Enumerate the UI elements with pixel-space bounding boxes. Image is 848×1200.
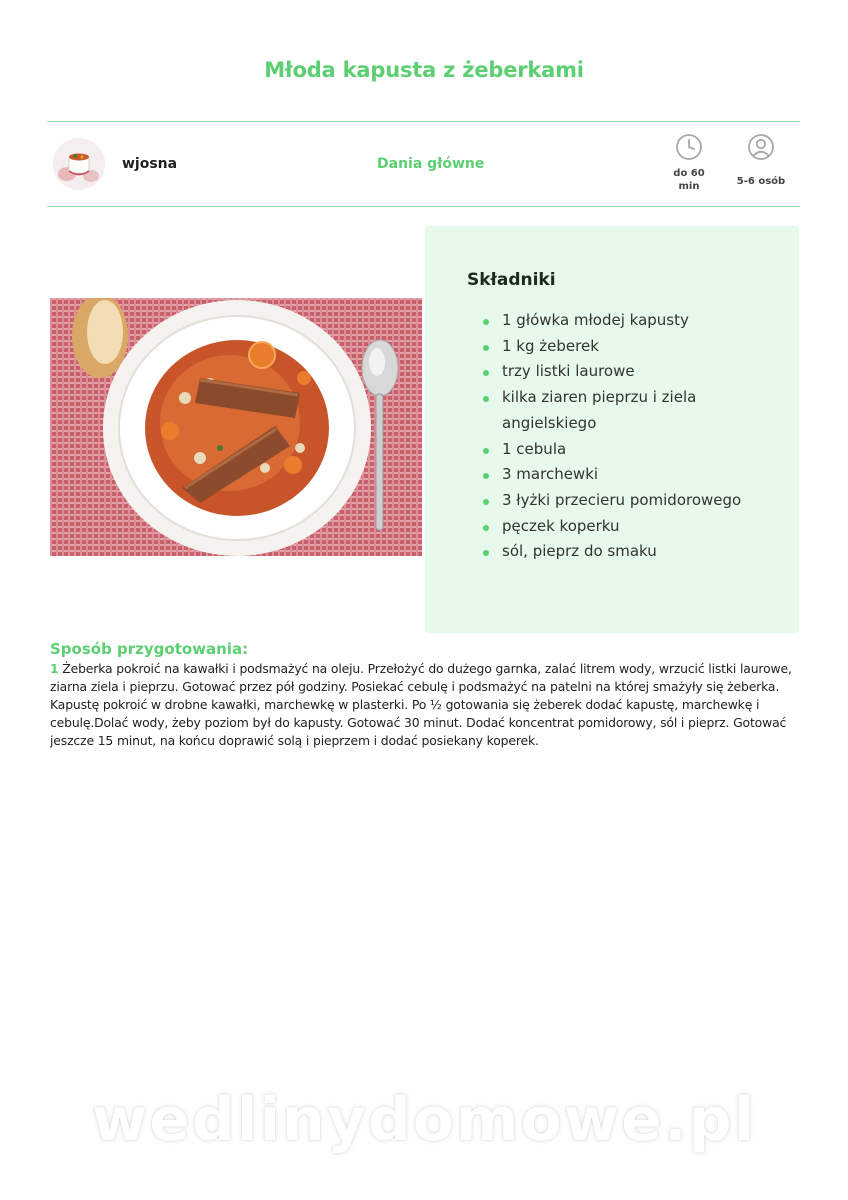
recipe-title: Młoda kapusta z żeberkami [264, 58, 584, 82]
ingredient-item: 1 główka młodej kapusty [502, 308, 782, 334]
avatar-image [53, 138, 105, 190]
ingredients-title: Składniki [467, 270, 556, 290]
ingredient-item: 3 łyżki przecieru pomidorowego [502, 488, 782, 514]
ingredient-item: sól, pieprz do smaku [502, 539, 782, 565]
step-number: 1 [50, 661, 59, 676]
clock-icon [675, 133, 703, 161]
prep-time [664, 133, 714, 193]
user-icon [747, 133, 775, 161]
recipe-category[interactable]: Dania główne [377, 156, 485, 172]
header-divider-top [47, 121, 800, 122]
ingredient-item: pęczek koperku [502, 514, 782, 540]
author-avatar[interactable] [53, 138, 105, 190]
servings [731, 133, 791, 188]
ingredient-item: 3 marchewki [502, 462, 782, 488]
prep-time-label: do 60 min [673, 168, 705, 192]
ingredient-item: trzy listki laurowe [502, 359, 782, 385]
header-divider-bottom [47, 206, 800, 207]
method-step [50, 660, 796, 750]
ingredients-panel [425, 226, 799, 633]
ingredient-item: 1 cebula [502, 437, 782, 463]
method-title: Sposób przygotowania: [50, 640, 249, 658]
step-text: Żeberka pokroić na kawałki i podsmażyć na oleju. Przełożyć do dużego garnka, zalać litrem wody, wrzucić listki laurowe, ziarna ziela i pieprzu. Gotować przez pół godziny. Posiekać cebulę i podsmażyć na patelni na której smażyły się żeberka. Kapustę pokroić w drobne kawałki, marchewkę w plasterki. Po ½ gotowania się żeberek dodać kapustę, marchewkę i cebulę.Dolać wody, żeby poziom był do kapusty. Gotować 30 minut. Dodać koncentrat pomidorowy, sól i pieprz. Gotować jeszcze 15 minut, na końcu doprawić solą i pieprzem i dodać posiekany koperek. [50, 661, 792, 748]
servings-label: 5-6 osób [736, 176, 786, 187]
ingredients-list [502, 308, 782, 565]
author-name[interactable]: wjosna [122, 156, 178, 172]
watermark: wedlinydomowe.pl [91, 1085, 757, 1155]
ingredient-item: kilka ziaren pieprzu i ziela angielskiego [502, 385, 782, 436]
ingredient-item: 1 kg żeberek [502, 334, 782, 360]
recipe-photo [50, 298, 422, 556]
